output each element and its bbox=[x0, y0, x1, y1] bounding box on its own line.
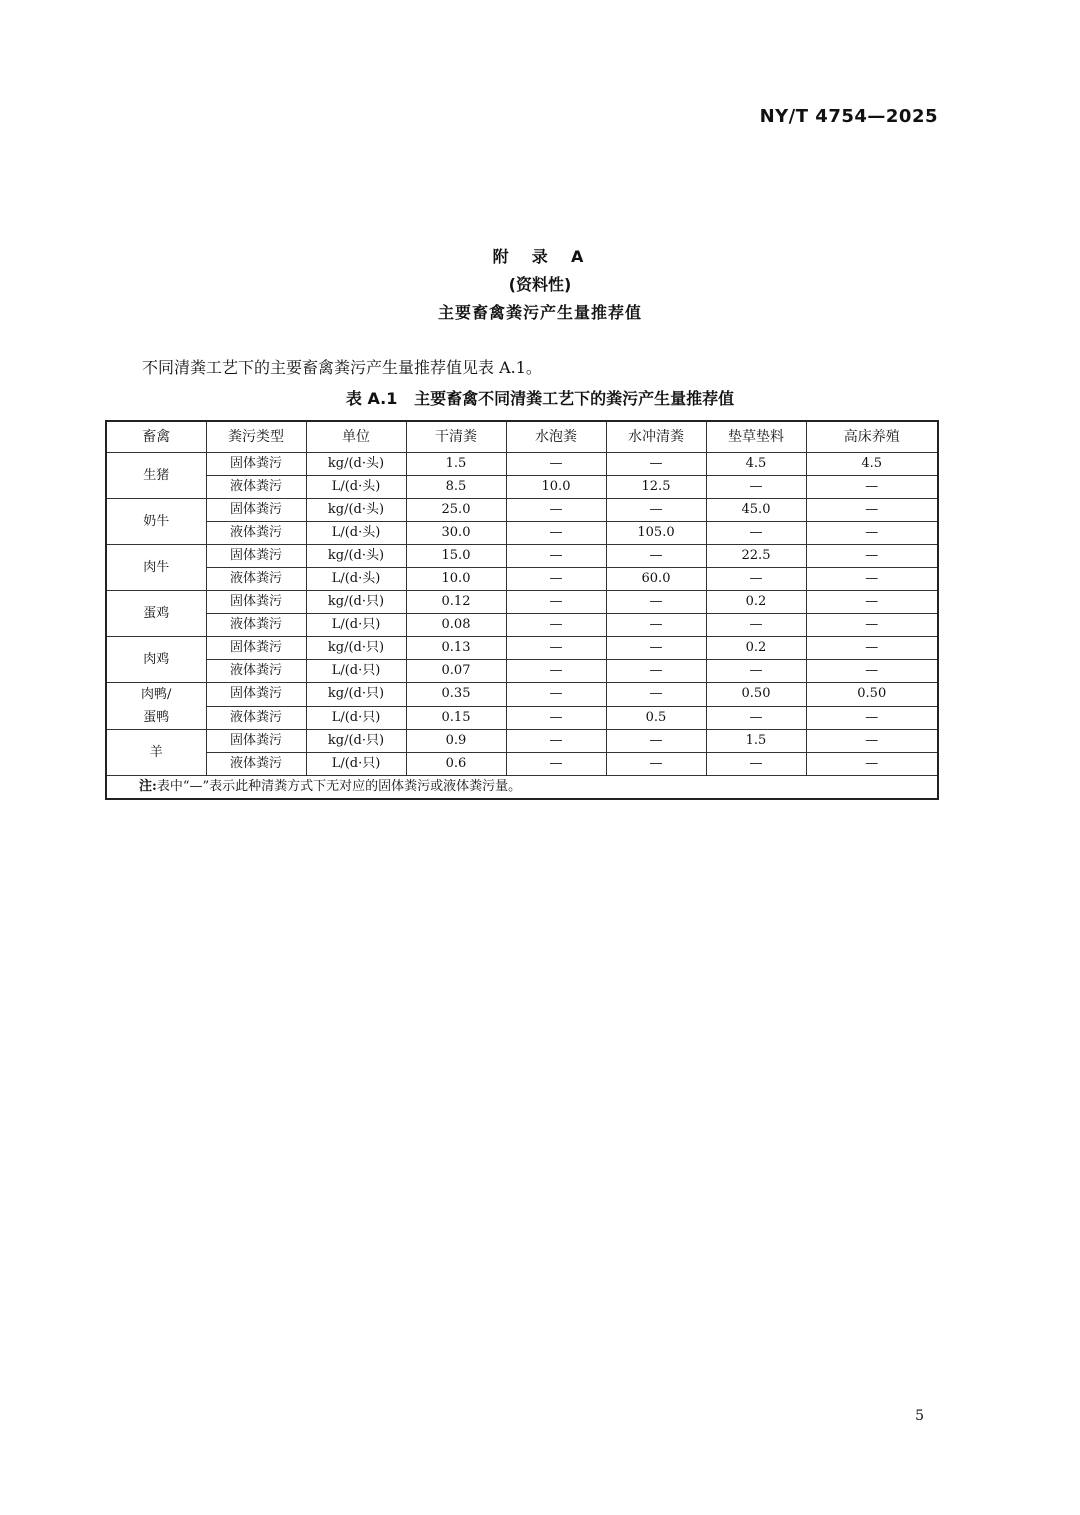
note-prefix: 注: bbox=[139, 779, 157, 794]
value-cell: 60.0 bbox=[606, 568, 706, 591]
appendix-title: 附 录 A bbox=[492, 247, 588, 266]
value-cell: 0.08 bbox=[406, 614, 506, 637]
value-cell: — bbox=[706, 614, 806, 637]
value-cell: 45.0 bbox=[706, 499, 806, 522]
value-cell: 0.35 bbox=[406, 683, 506, 707]
value-cell: — bbox=[606, 660, 706, 683]
value-cell: 0.07 bbox=[406, 660, 506, 683]
value-cell: — bbox=[606, 637, 706, 660]
animal-cell: 肉鸭/ 蛋鸭 bbox=[106, 683, 206, 730]
value-cell: 4.5 bbox=[806, 453, 938, 476]
value-cell: — bbox=[706, 706, 806, 730]
value-cell: — bbox=[806, 614, 938, 637]
value-cell: — bbox=[506, 522, 606, 545]
manure-type-cell: 液体粪污 bbox=[206, 568, 306, 591]
column-header: 水泡粪 bbox=[506, 421, 606, 453]
data-table bbox=[105, 420, 939, 800]
manure-type-cell: 固体粪污 bbox=[206, 499, 306, 522]
value-cell: — bbox=[806, 753, 938, 776]
value-cell: — bbox=[606, 499, 706, 522]
value-cell: — bbox=[506, 706, 606, 730]
value-cell: — bbox=[806, 591, 938, 614]
appendix-subject: 主要畜禽粪污产生量推荐值 bbox=[437, 303, 642, 322]
value-cell: 0.5 bbox=[606, 706, 706, 730]
value-cell: 0.2 bbox=[706, 637, 806, 660]
table-row bbox=[106, 753, 938, 776]
value-cell: — bbox=[706, 753, 806, 776]
appendix-nature: (资料性) bbox=[508, 275, 572, 294]
value-cell: — bbox=[506, 499, 606, 522]
value-cell: — bbox=[506, 591, 606, 614]
animal-cell: 奶牛 bbox=[106, 499, 206, 545]
unit-cell: kg/(d·只) bbox=[306, 637, 406, 660]
value-cell: 4.5 bbox=[706, 453, 806, 476]
table-row bbox=[106, 683, 938, 707]
value-cell: — bbox=[606, 545, 706, 568]
header-row bbox=[106, 421, 938, 453]
manure-type-cell: 液体粪污 bbox=[206, 614, 306, 637]
value-cell: 1.5 bbox=[406, 453, 506, 476]
unit-cell: kg/(d·只) bbox=[306, 683, 406, 707]
table-row bbox=[106, 637, 938, 660]
value-cell: — bbox=[806, 660, 938, 683]
table-row bbox=[106, 522, 938, 545]
value-cell: 12.5 bbox=[606, 476, 706, 499]
unit-cell: kg/(d·头) bbox=[306, 545, 406, 568]
manure-type-cell: 液体粪污 bbox=[206, 476, 306, 499]
value-cell: 30.0 bbox=[406, 522, 506, 545]
unit-cell: L/(d·头) bbox=[306, 476, 406, 499]
table-row bbox=[106, 591, 938, 614]
value-cell: 0.50 bbox=[806, 683, 938, 707]
page-number: 5 bbox=[915, 1408, 924, 1424]
unit-cell: L/(d·只) bbox=[306, 660, 406, 683]
column-header: 水冲清粪 bbox=[606, 421, 706, 453]
value-cell: — bbox=[606, 614, 706, 637]
table-row bbox=[106, 545, 938, 568]
unit-cell: L/(d·只) bbox=[306, 753, 406, 776]
manure-type-cell: 液体粪污 bbox=[206, 706, 306, 730]
value-cell: — bbox=[806, 637, 938, 660]
value-cell: 105.0 bbox=[606, 522, 706, 545]
value-cell: 8.5 bbox=[406, 476, 506, 499]
manure-type-cell: 固体粪污 bbox=[206, 683, 306, 707]
unit-cell: kg/(d·只) bbox=[306, 730, 406, 753]
value-cell: 0.50 bbox=[706, 683, 806, 707]
manure-type-cell: 固体粪污 bbox=[206, 453, 306, 476]
value-cell: — bbox=[506, 753, 606, 776]
value-cell: — bbox=[706, 568, 806, 591]
table-body bbox=[106, 453, 938, 776]
value-cell: 22.5 bbox=[706, 545, 806, 568]
value-cell: — bbox=[706, 522, 806, 545]
value-cell: — bbox=[606, 453, 706, 476]
value-cell: — bbox=[806, 568, 938, 591]
unit-cell: L/(d·头) bbox=[306, 568, 406, 591]
value-cell: — bbox=[806, 499, 938, 522]
table-row bbox=[106, 568, 938, 591]
value-cell: — bbox=[806, 706, 938, 730]
value-cell: — bbox=[506, 545, 606, 568]
animal-cell: 蛋鸡 bbox=[106, 591, 206, 637]
value-cell: — bbox=[706, 476, 806, 499]
animal-cell: 羊 bbox=[106, 730, 206, 776]
unit-cell: L/(d·只) bbox=[306, 706, 406, 730]
unit-cell: L/(d·只) bbox=[306, 614, 406, 637]
column-header: 畜禽 bbox=[106, 421, 206, 453]
column-header: 粪污类型 bbox=[206, 421, 306, 453]
manure-type-cell: 液体粪污 bbox=[206, 522, 306, 545]
manure-type-cell: 固体粪污 bbox=[206, 730, 306, 753]
table-row bbox=[106, 706, 938, 730]
value-cell: — bbox=[606, 683, 706, 707]
table-note bbox=[106, 776, 938, 800]
manure-type-cell: 固体粪污 bbox=[206, 591, 306, 614]
value-cell: — bbox=[506, 637, 606, 660]
value-cell: — bbox=[806, 522, 938, 545]
value-cell: 1.5 bbox=[706, 730, 806, 753]
table-row bbox=[106, 730, 938, 753]
value-cell: 15.0 bbox=[406, 545, 506, 568]
manure-type-cell: 液体粪污 bbox=[206, 660, 306, 683]
value-cell: — bbox=[506, 660, 606, 683]
intro-paragraph: 不同清粪工艺下的主要畜禽粪污产生量推荐值见表 A.1。 bbox=[142, 358, 542, 377]
value-cell: — bbox=[506, 568, 606, 591]
table-row bbox=[106, 453, 938, 476]
value-cell: — bbox=[806, 545, 938, 568]
table-row bbox=[106, 499, 938, 522]
table-header bbox=[106, 421, 938, 453]
value-cell: 10.0 bbox=[406, 568, 506, 591]
column-header: 单位 bbox=[306, 421, 406, 453]
value-cell: — bbox=[706, 660, 806, 683]
animal-cell: 肉鸡 bbox=[106, 637, 206, 683]
note-text: 表中“—”表示此种清粪方式下无对应的固体粪污或液体粪污量。 bbox=[156, 779, 522, 794]
table-row bbox=[106, 614, 938, 637]
manure-type-cell: 固体粪污 bbox=[206, 545, 306, 568]
unit-cell: kg/(d·头) bbox=[306, 499, 406, 522]
table-caption: 表 A.1 主要畜禽不同清粪工艺下的粪污产生量推荐值 bbox=[345, 389, 735, 408]
unit-cell: L/(d·头) bbox=[306, 522, 406, 545]
column-header: 垫草垫料 bbox=[706, 421, 806, 453]
column-header: 干清粪 bbox=[406, 421, 506, 453]
value-cell: — bbox=[506, 730, 606, 753]
value-cell: 0.9 bbox=[406, 730, 506, 753]
value-cell: 0.13 bbox=[406, 637, 506, 660]
value-cell: 0.12 bbox=[406, 591, 506, 614]
animal-cell: 肉牛 bbox=[106, 545, 206, 591]
standard-code: NY/T 4754—2025 bbox=[759, 106, 938, 127]
value-cell: 0.15 bbox=[406, 706, 506, 730]
value-cell: — bbox=[606, 753, 706, 776]
value-cell: — bbox=[806, 476, 938, 499]
note-row bbox=[106, 776, 938, 800]
animal-cell: 生猪 bbox=[106, 453, 206, 499]
unit-cell: kg/(d·只) bbox=[306, 591, 406, 614]
unit-cell: kg/(d·头) bbox=[306, 453, 406, 476]
column-header: 高床养殖 bbox=[806, 421, 938, 453]
value-cell: 25.0 bbox=[406, 499, 506, 522]
value-cell: 0.6 bbox=[406, 753, 506, 776]
value-cell: — bbox=[506, 614, 606, 637]
value-cell: — bbox=[806, 730, 938, 753]
value-cell: 10.0 bbox=[506, 476, 606, 499]
value-cell: — bbox=[506, 453, 606, 476]
table-row bbox=[106, 660, 938, 683]
manure-type-cell: 液体粪污 bbox=[206, 753, 306, 776]
table-row bbox=[106, 476, 938, 499]
value-cell: 0.2 bbox=[706, 591, 806, 614]
value-cell: — bbox=[606, 730, 706, 753]
value-cell: — bbox=[506, 683, 606, 707]
manure-type-cell: 固体粪污 bbox=[206, 637, 306, 660]
value-cell: — bbox=[606, 591, 706, 614]
